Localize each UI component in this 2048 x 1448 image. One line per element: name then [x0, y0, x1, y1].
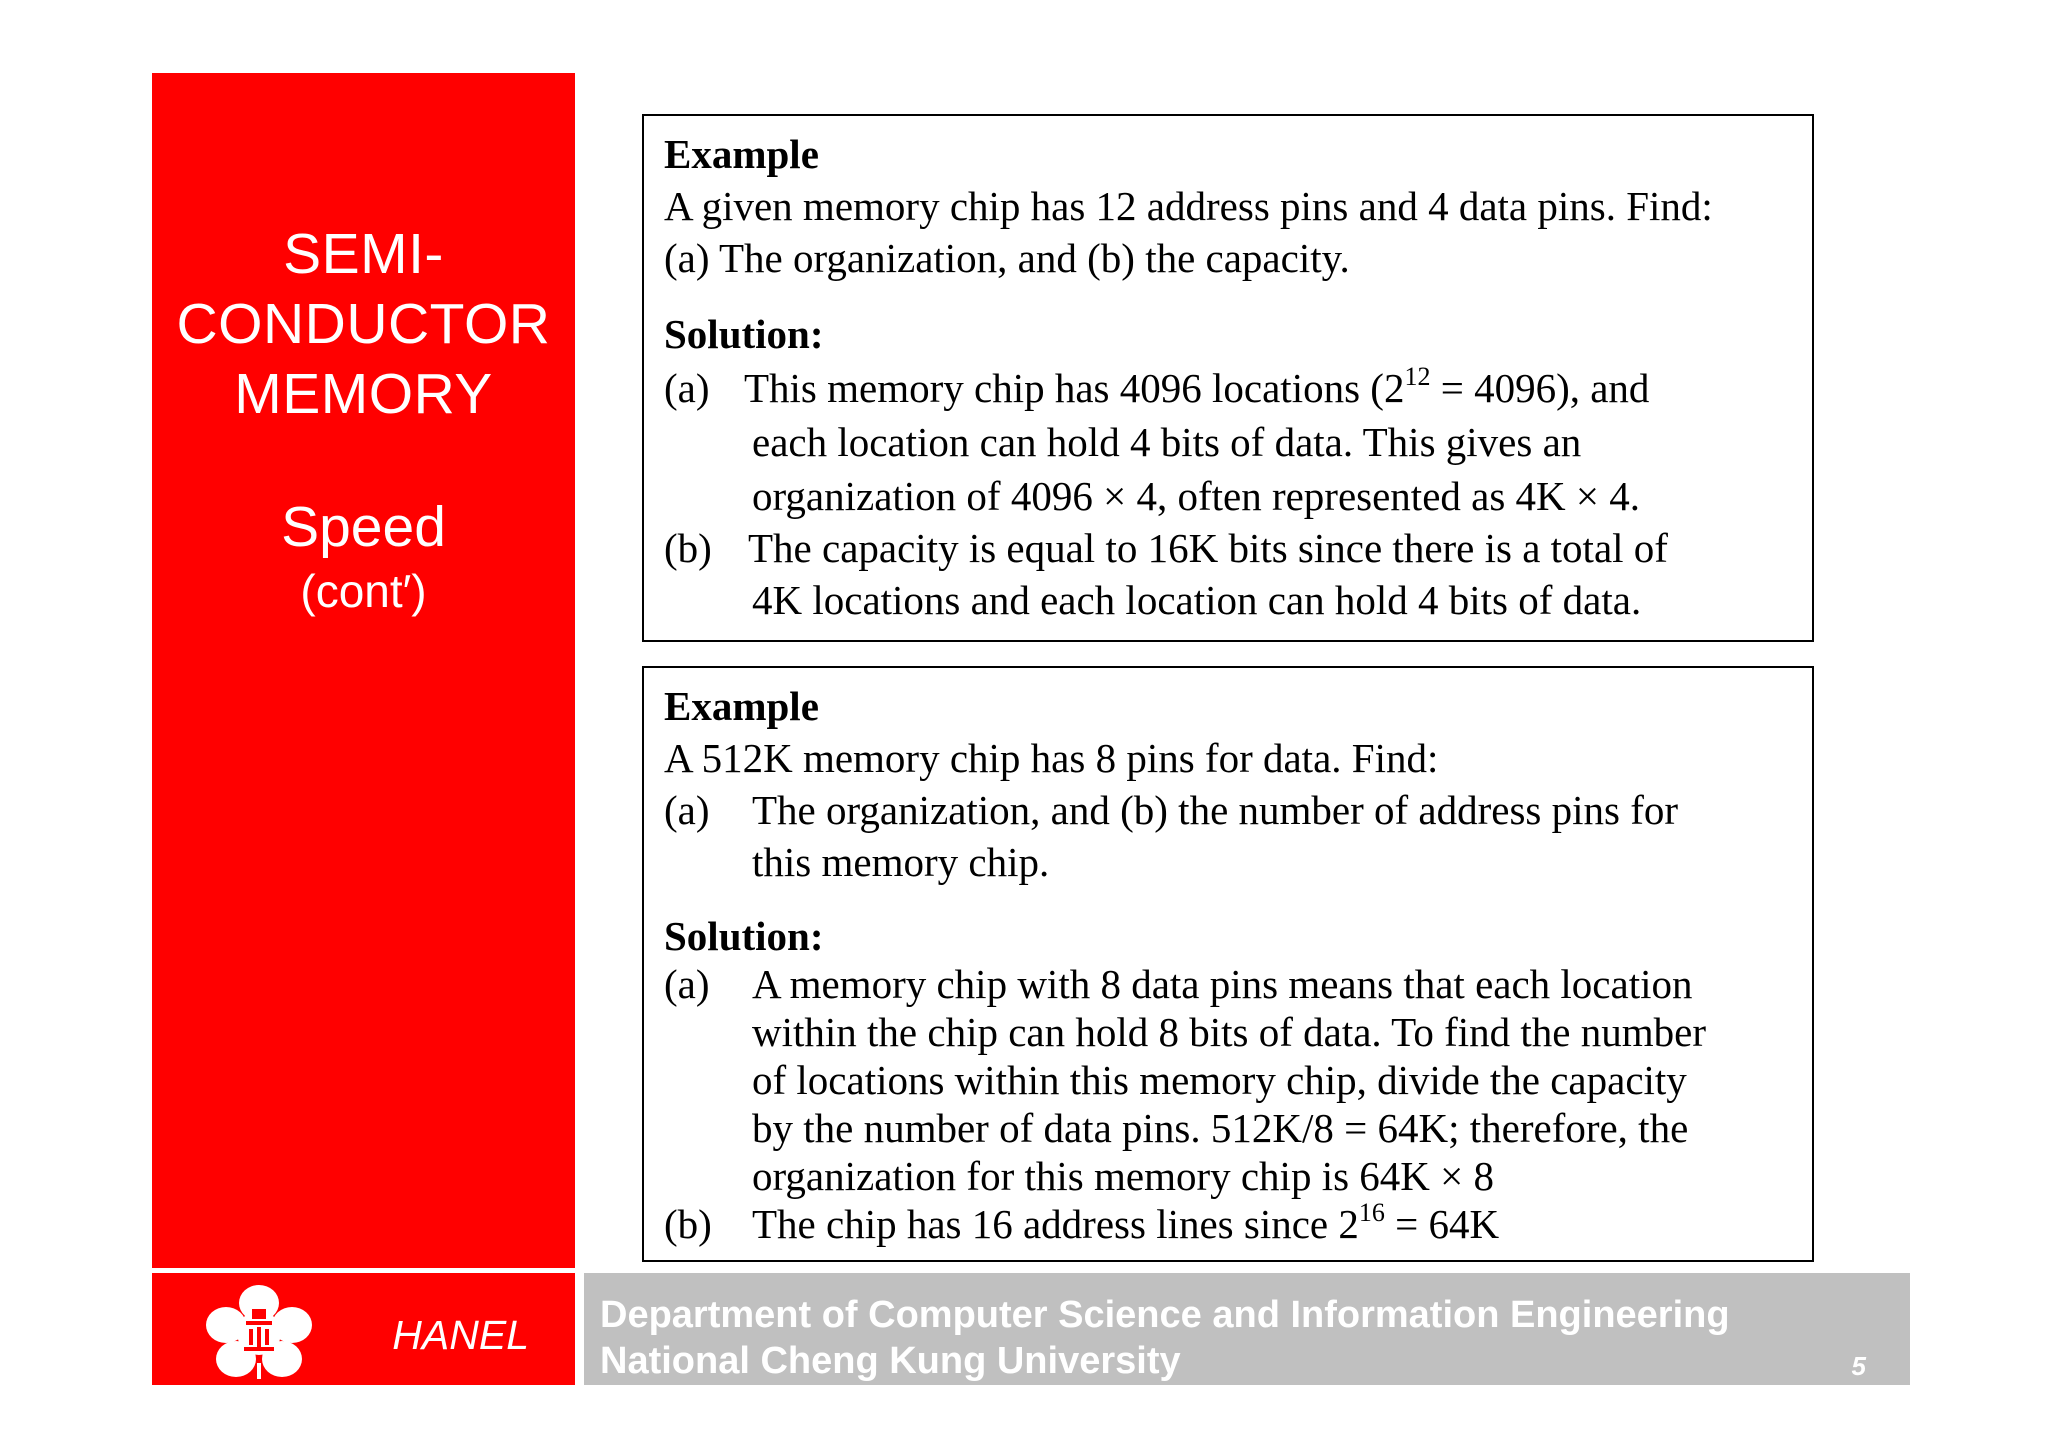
footer-brand	[152, 1273, 575, 1385]
example-2-solution-a-line-1: A memory chip with 8 data pins means that each location	[752, 961, 1693, 1007]
section-title-line-3: MEMORY	[234, 362, 493, 426]
example-2-problem-a-line-1: The organization, and (b) the number of address pins for	[752, 787, 1679, 833]
example-2-solution-a-line-2: within the chip can hold 8 bits of data. To find the number	[752, 1009, 1706, 1055]
section-title-line-1: SEMI-	[283, 222, 444, 286]
example-1-solution-b-line-2: 4K locations and each location can hold 4 bits of data.	[752, 577, 1642, 623]
example-2-problem-a-mark: (a)	[664, 787, 710, 833]
example-2-solution-a-mark: (a)	[664, 961, 710, 1007]
example-1-solution-b-mark: (b)	[664, 525, 712, 571]
section-title	[152, 219, 575, 429]
section-subtitle-note: (cont′)	[300, 565, 427, 617]
example-2-solution-b-line: The chip has 16 address lines since $2^{16} = 64K$	[752, 1198, 1500, 1247]
example-1-solution-a-line-2: each location can hold 4 bits of data. This gives an	[752, 419, 1582, 465]
example-2-solution-a-line-3: of locations within this memory chip, divide the capacity	[752, 1057, 1687, 1103]
example-1-problem-line-1: A given memory chip has 12 address pins and 4 data pins. Find:	[664, 183, 1713, 229]
section-title-line-2: CONDUCTOR	[176, 292, 551, 356]
example-2-solution-heading: Solution:	[664, 913, 824, 959]
example-1-solution-a-line-3: organization of 4096 × 4, often represented as 4K × 4.	[752, 473, 1641, 519]
example-1-solution-b-line-1: The capacity is equal to 16K bits since there is a total of	[748, 525, 1668, 571]
example-box-1	[642, 114, 1814, 642]
example-2-problem-a-line-2: this memory chip.	[752, 839, 1050, 885]
example-1-heading: Example	[664, 131, 819, 177]
university-name: National Cheng Kung University	[600, 1340, 1181, 1382]
example-2-solution-b-mark: (b)	[664, 1201, 712, 1247]
example-2-problem-line: A 512K memory chip has 8 pins for data. Find:	[664, 735, 1439, 781]
author-name: HANEL	[392, 1312, 529, 1358]
superscript: 12	[1404, 362, 1431, 392]
example-2-solution-a-line-5: organization for this memory chip is 64K × 8	[752, 1153, 1495, 1199]
example-1-problem-line-2: (a) The organization, and (b) the capacity.	[664, 235, 1350, 281]
example-1-solution-a-mark: (a)	[664, 365, 710, 411]
page-number: 5	[1851, 1351, 1866, 1381]
example-2-heading: Example	[664, 683, 819, 729]
superscript: 16	[1358, 1198, 1385, 1228]
footer-institution	[584, 1273, 1910, 1385]
example-1-solution-heading: Solution:	[664, 311, 824, 357]
university-emblem-icon	[202, 1281, 317, 1381]
department-name: Department of Computer Science and Information Engineering	[600, 1294, 1730, 1336]
example-1-solution-a-line-1: This memory chip has 4096 locations $(2^{12} = 4096)$, and	[744, 362, 1650, 411]
example-2-solution-a-line-4: by the number of data pins. 512K/8 = 64K; therefore, the	[752, 1105, 1689, 1151]
section-subtitle: Speed	[281, 495, 446, 559]
section-sidebar	[152, 73, 575, 1268]
example-box-2	[642, 666, 1814, 1262]
